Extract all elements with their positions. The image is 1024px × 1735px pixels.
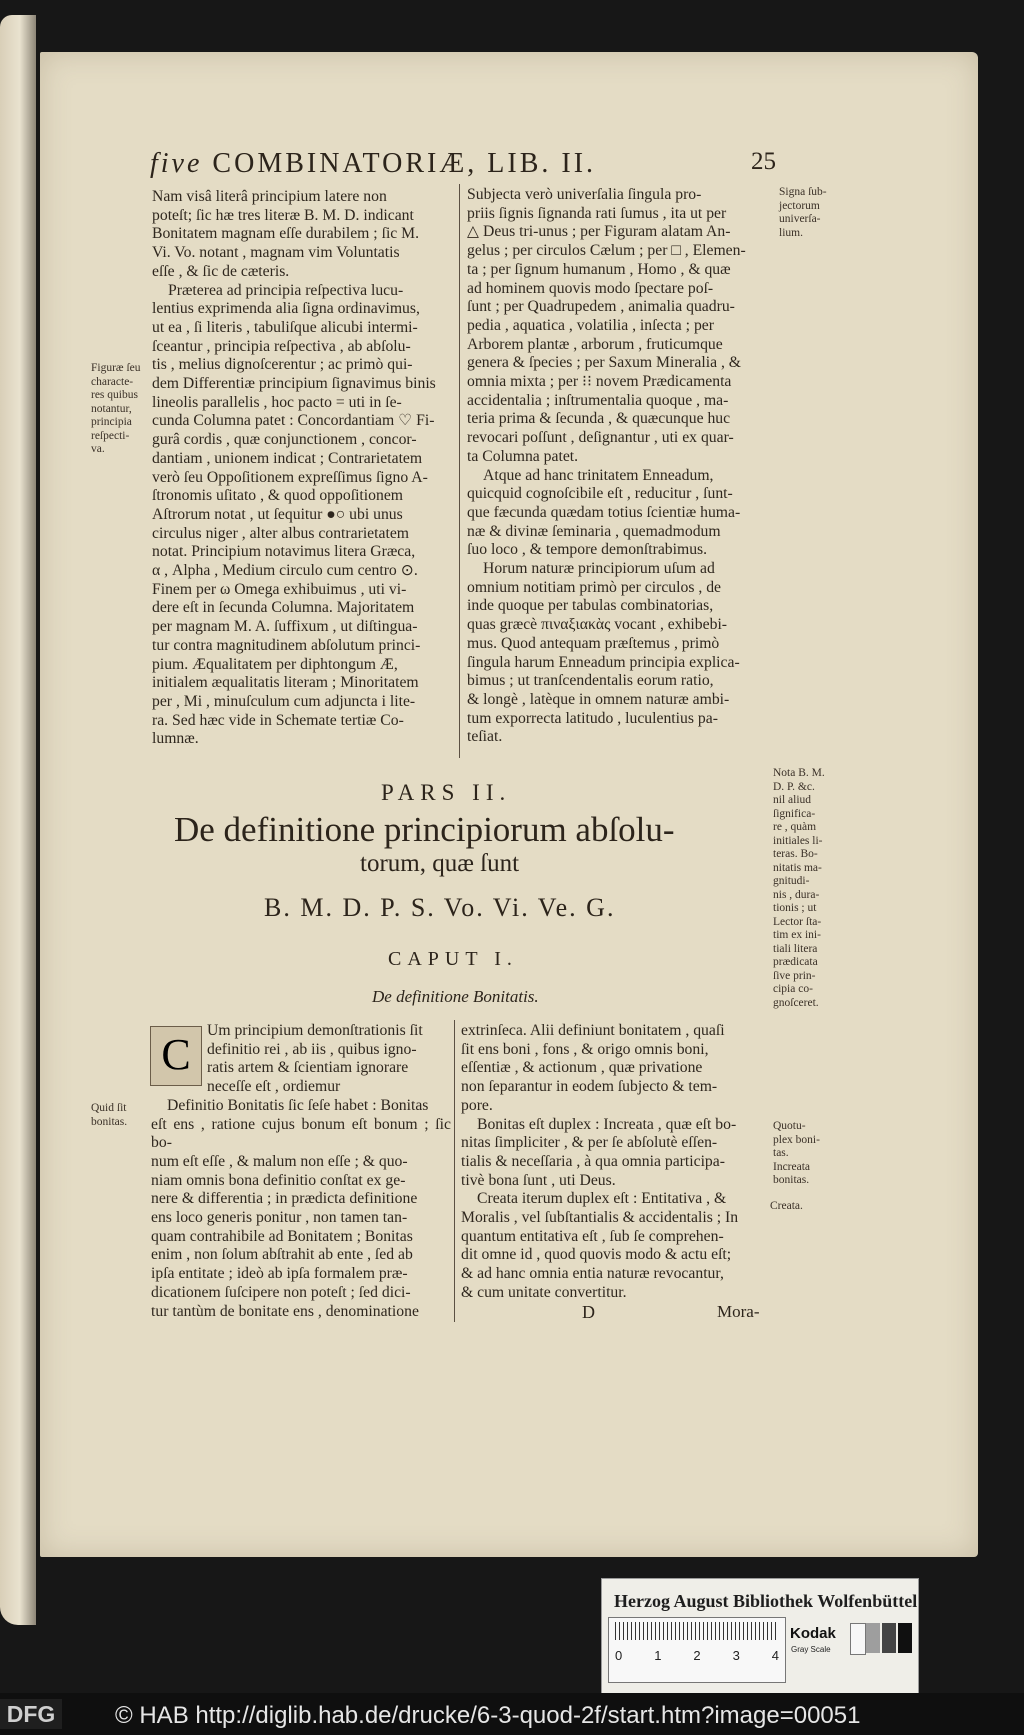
scale-ruler (608, 1617, 786, 1683)
header-italic: five (150, 148, 203, 179)
signature-mark: D (582, 1302, 595, 1322)
principle-letters: B. M. D. P. S. Vo. Vi. Ve. G. (264, 893, 616, 922)
column-rule (454, 1020, 455, 1322)
paragraph: Um principium demonſtrationis ſit definitio rei , ab iis , quibus igno- ratis artem & ſcientiam ignorare neceſſe eſt , ordiemur (207, 1022, 423, 1096)
running-header (150, 148, 596, 180)
left-bottom-column (151, 1022, 451, 1321)
library-name: Herzog August Bibliothek Wolfenbüttel (614, 1591, 918, 1611)
header-text: COMBINATORIÆ, LIB. II. (202, 148, 597, 179)
paragraph: Subjecta verò univerſalia ſingula pro- priis ſignis ſignanda rati ſumus , ita ut per △ Deus tri-unus ; per Figuram alatam An- gelus ; per circulos Cælum ; per □ , Elemen- ta ; per ſignum humanum , Homo , & quæ ad hominem quovis modo ſpectare poſ- ſunt ; per Quadrupedem , animalia quadru- pedia , aquatica , volatilia , inſecta ; per Arborem plantæ , arborum , fruticumque genera & ſpecies ; per Saxum Mineralia , & omnia mixta ; per ⁝⁝ novem Prædicamenta accidentalia ; inſtrumentalia quoque , ma- teria prima & ſecunda , & quæcunque huc revocari poſſunt , deſignantur , uti ex quar- ta Columna patet. (467, 186, 746, 465)
gray-swatch-mid (866, 1623, 880, 1653)
dfg-logo: DFG (0, 1699, 62, 1729)
ruler-number: 0 (615, 1648, 623, 1663)
catchword: Mora- (717, 1302, 760, 1321)
margin-note-creata: Creata. (770, 1200, 803, 1212)
paragraph: Atque ad hanc trinitatem Enneadum, quicquid cognoſcibile eſt , reducitur , ſunt- que fæcunda quædam totius ſcientiæ huma- næ & divinæ ſeminaria , quemadmodum ſuo loco , & tempore demonſtrabimus. (467, 466, 741, 559)
paragraph: Præterea ad principia reſpectiva lucu- lentius exprimenda alia ſigna ordinavimus, ut ea , ſi literis , tabuliſque alicubi intermi- ſceantur , principia reſpectiva , ab abſolu- tis , melius dignoſcerentur ; ac primò qui- dem Differentiæ principium ſignavimus binis lineolis parallelis , hoc pacto = uti in ſe- cunda Columna patet : Concordantiam ♡ Fi- gurâ cordis , quæ conjunctionem , concor- dantiam , unionem indicat ; Contrarietatem verò ſeu Oppoſitionem expreſſimus ſigno A- ſtronomis uſitato , & quod oppoſitionem Aſtrorum notat , ut ſequitur ●○ ubi unus circulus niger , alter albus contrarietatem notat. Principium notavimus litera Græca, α , Alpha , Medium circulo cum centro ⊙. Finem per ω Omega exhibuimus , uti vi- dere eſt in ſecunda Columna. Majoritatem per magnam M. A. ſuffixum , ut diſtingua- tur contra magnitudinem abſolutum princi- pium. Æqualitatem per diphtongum Æ, initialem æqualitatis literam ; Minoritatem per , Mi , minuſculum cum adjuncta i lite- ra. Sed hæc vide in Schemate tertiæ Co- lumnæ. (152, 281, 436, 748)
drop-cap: C (150, 1026, 202, 1086)
part-heading: PARS II. (381, 780, 512, 805)
margin-note-signa: Signa ſub- jectorum univerſa- lium. (779, 186, 827, 239)
ruler-number: 4 (771, 1648, 779, 1663)
ruler-numbers (615, 1648, 779, 1663)
right-bottom-column (461, 1022, 767, 1303)
chapter-title: De definitione Bonitatis. (372, 987, 539, 1006)
ruler-number: 2 (693, 1648, 701, 1663)
paragraph: Definitio Bonitatis ſic ſeſe habet : Bonitas eſt ens , ratione cujus bonum eſt bonum ; ſic bo- num eſt eſſe , & malum non eſſe ; & quo- niam omnis bona definitio conſtat ex ge- nere & differentia ; in prædicta definitione ens loco generis ponitur , non tamen tan- quam contrahibile ad Bonitatem ; Bonitas enim , non ſolum abſtrahit ab ente , ſed ab ipſa entitate ; ideò ab ipſa formalem præ- dicationem ſuſcipere non poteſt ; ſed dici- tur tantùm de bonitate ens , denominatione (151, 1096, 451, 1320)
paragraph: extrinſeca. Alii definiunt bonitatem , quaſi ſit ens boni , fons , & origo omnis boni, eſſentiæ , & actionum , quæ privatione non ſeparantur in eodem ſubjecto & tem- pore. (461, 1022, 725, 1114)
left-top-column (152, 188, 454, 749)
margin-note-quid: Quid ſit bonitas. (91, 1102, 128, 1128)
gray-swatch-black (898, 1623, 912, 1653)
right-top-column (467, 186, 775, 747)
chapter-heading: CAPUT I. (388, 948, 518, 970)
ruler-number: 3 (732, 1648, 740, 1663)
gray-swatch-white (850, 1623, 866, 1655)
credit-bar (0, 1693, 1024, 1735)
paragraph: Creata iterum duplex eſt : Entitativa , & Moralis , vel ſubſtantialis & accidentalis ; In quantum entitativa eſt , ſub ſe comprehen- dit omne id , quod quovis modo & actu eſt; & ad hanc omnia entia naturæ revocantur, & cum unitate convertitur. (461, 1190, 739, 1301)
paragraph: Bonitas eſt duplex : Increata , quæ eſt bo- nitas ſimpliciter , & per ſe abſolutè eſſen- tialis & neceſſaria , à qua omnia participa- tivè bona ſunt , uti Deus. (461, 1115, 737, 1189)
margin-note-figurae: Figuræ ſeu characte- res quibus notantur, principia reſpecti- va. (91, 362, 141, 455)
paragraph: Horum naturæ principiorum uſum ad omnium notitiam primò per circulos , de inde quoque per tabulas combinatorias, quas græcè πιναξιακὰς vocant , exhibebi- mus. Quod antequam præſtemus , primò ſingula harum Enneadum principia explica- bimus ; ut tranſcendentalis eorum ratio, & longè , latèque in omnem naturæ ambi- tum exporrecta latitudo , luculentius pa- teſiat. (467, 560, 740, 746)
column-rule (459, 184, 460, 758)
section-title: De definitione principiorum abſolu- (174, 810, 675, 849)
margin-note-quotu: Quotu- plex boni- tas. Increata bonitas. (773, 1120, 820, 1186)
gray-swatch-dark (882, 1623, 896, 1653)
ruler-ticks (615, 1622, 779, 1640)
source-url[interactable]: © HAB http://diglib.hab.de/drucke/6-3-quod-2f/start.htm?image=00051 (115, 1702, 861, 1729)
grayscale-label: Gray Scale (791, 1645, 831, 1654)
facing-page-edge (0, 15, 36, 1625)
margin-note-nota: Nota B. M. D. P. &c. nil aliud ſignifica- re , quàm initiales li- teras. Bo- nitatis ma- gnitudi- nis , dura- tionis ; ut Lector ſta- tim ex ini- tiali litera prædicata ſive prin- cipia co- gnoſceret. (773, 767, 825, 1009)
kodak-label: Kodak (790, 1625, 836, 1642)
ruler-number: 1 (654, 1648, 662, 1663)
page-number: 25 (751, 148, 776, 175)
paragraph: Nam visâ literâ principium latere non poteſt; ſic hæ tres literæ B. M. D. indicant Bonitatem magnam eſſe durabilem ; ſic M. Vi. Vo. notant , magnam vim Voluntatis eſſe , & ſic de cæteris. (152, 188, 420, 280)
section-subtitle: torum, quæ ſunt (360, 850, 520, 877)
